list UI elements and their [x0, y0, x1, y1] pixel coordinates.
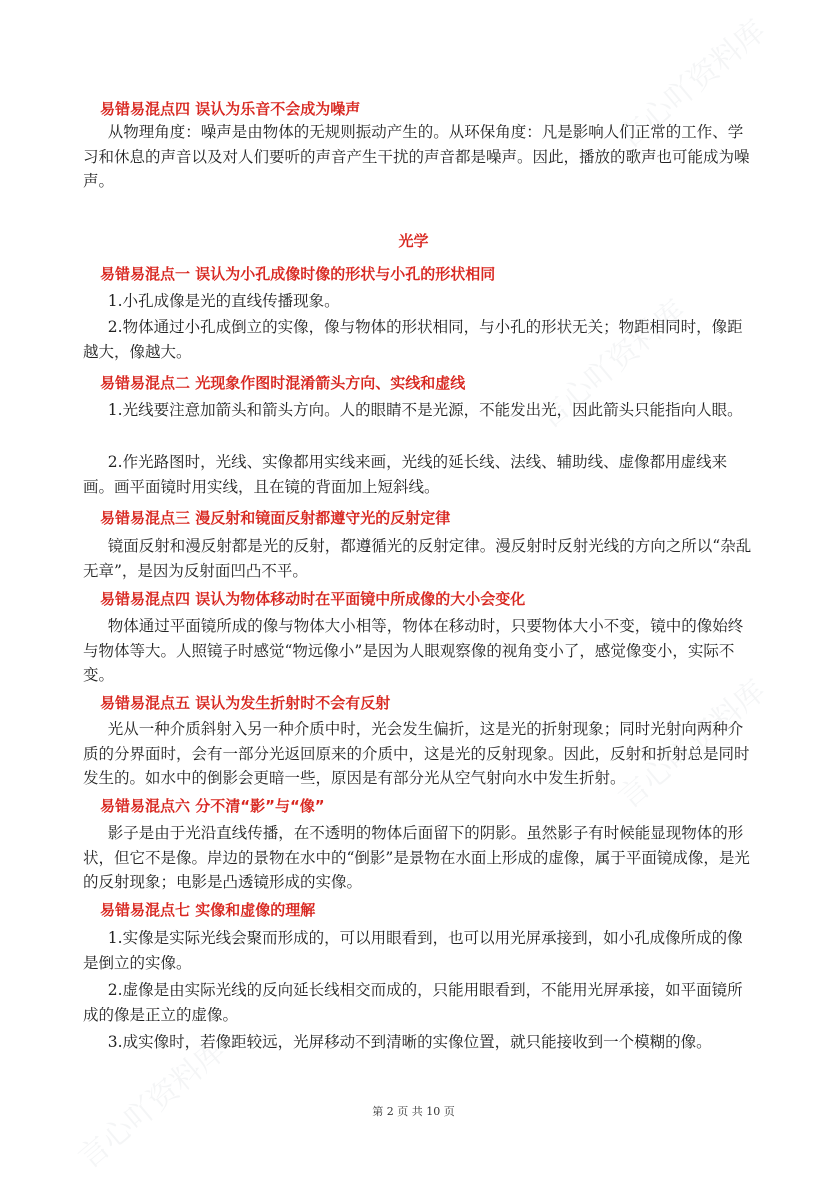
paragraph: 影子是由于光沿直线传播，在不透明的物体后面留下的阴影。虽然影子有时候能显现物体的形状，但它不是像。岸边的景物在水中的“倒影”是景物在水面上形成的虚像，属于平面镜成像，是光的反射现象；电影是凸透镜形成的实像。	[83, 824, 750, 891]
paragraph: 1.实像是实际光线会聚而形成的，可以用眼看到，也可以用光屏承接到，如小孔成像所成的像是倒立的实像。	[83, 929, 743, 972]
section-heading: 易错易混点三 漫反射和镜面反射都遵守光的反射定律	[100, 509, 451, 527]
watermark: 言心吖资料库	[72, 1033, 233, 1176]
paragraph: 从物理角度：噪声是由物体的无规则振动产生的。从环保角度：凡是影响人们正常的工作、学习和休息的声音以及对人们要听的声音产生干扰的声音都是噪声。因此，播放的歌声也可能成为噪声。	[83, 123, 750, 190]
paragraph: 2.虚像是由实际光线的反向延长线相交而成的，只能用眼看到，不能用光屏承接，如平面镜所成的像是正立的虚像。	[83, 981, 743, 1024]
watermark: 言心吖资料库	[532, 293, 693, 436]
section-heading: 易错易混点五 误认为发生折射时不会有反射	[100, 694, 391, 712]
paragraph: 2.物体通过小孔成倒立的实像，像与物体的形状相同，与小孔的形状无关；物距相同时，像距越大，像越大。	[83, 318, 743, 361]
page-footer: 第 2 页 共 10 页	[372, 1105, 455, 1118]
paragraph: 2.作光路图时，光线、实像都用实线来画，光线的延长线、法线、辅助线、虚像都用虚线来画。画平面镜时用实线，且在镜的背面加上短斜线。	[83, 453, 728, 496]
paragraph: 1.光线要注意加箭头和箭头方向。人的眼睛不是光源，不能发出光，因此箭头只能指向人眼。	[107, 401, 743, 419]
paragraph: 镜面反射和漫反射都是光的反射，都遵循光的反射定律。漫反射时反射光线的方向之所以“杂乱无章”，是因为反射面凹凸不平。	[83, 537, 752, 580]
paragraph: 光从一种介质斜射入另一种介质中时，光会发生偏折，这是光的折射现象；同时光射向两种介质的分界面时，会有一部分光返回原来的介质中，这是光的反射现象。因此，反射和折射总是同时发生的。如水中的倒影会更暗一些，原因是有部分光从空气射向水中发生折射。	[83, 720, 750, 787]
paragraph: 物体通过平面镜所成的像与物体大小相等，物体在移动时，只要物体大小不变，镜中的像始终与物体等大。人照镜子时感觉“物远像小”是因为人眼观察像的视角变小了，感觉像变小，实际不变。	[83, 617, 744, 684]
chapter-title: 光学	[398, 232, 429, 250]
section-heading: 易错易混点四 误认为乐音不会成为噪声	[100, 100, 361, 118]
section-heading: 易错易混点七 实像和虚像的理解	[100, 901, 316, 919]
section-heading: 易错易混点一 误认为小孔成像时像的形状与小孔的形状相同	[100, 265, 496, 283]
paragraph: 3.成实像时，若像距较远，光屏移动不到清晰的实像位置，就只能接收到一个模糊的像。	[107, 1033, 712, 1051]
section-heading: 易错易混点四 误认为物体移动时在平面镜中所成像的大小会变化	[100, 590, 526, 608]
section-heading: 易错易混点六 分不清“影”与“像”	[100, 797, 325, 815]
section-heading: 易错易混点二 光现象作图时混淆箭头方向、实线和虚线	[100, 374, 466, 392]
watermark: 言心吖资料库	[612, 13, 773, 156]
watermark: 言心吖资料库	[612, 673, 773, 816]
paragraph: 1.小孔成像是光的直线传播现象。	[107, 292, 340, 310]
